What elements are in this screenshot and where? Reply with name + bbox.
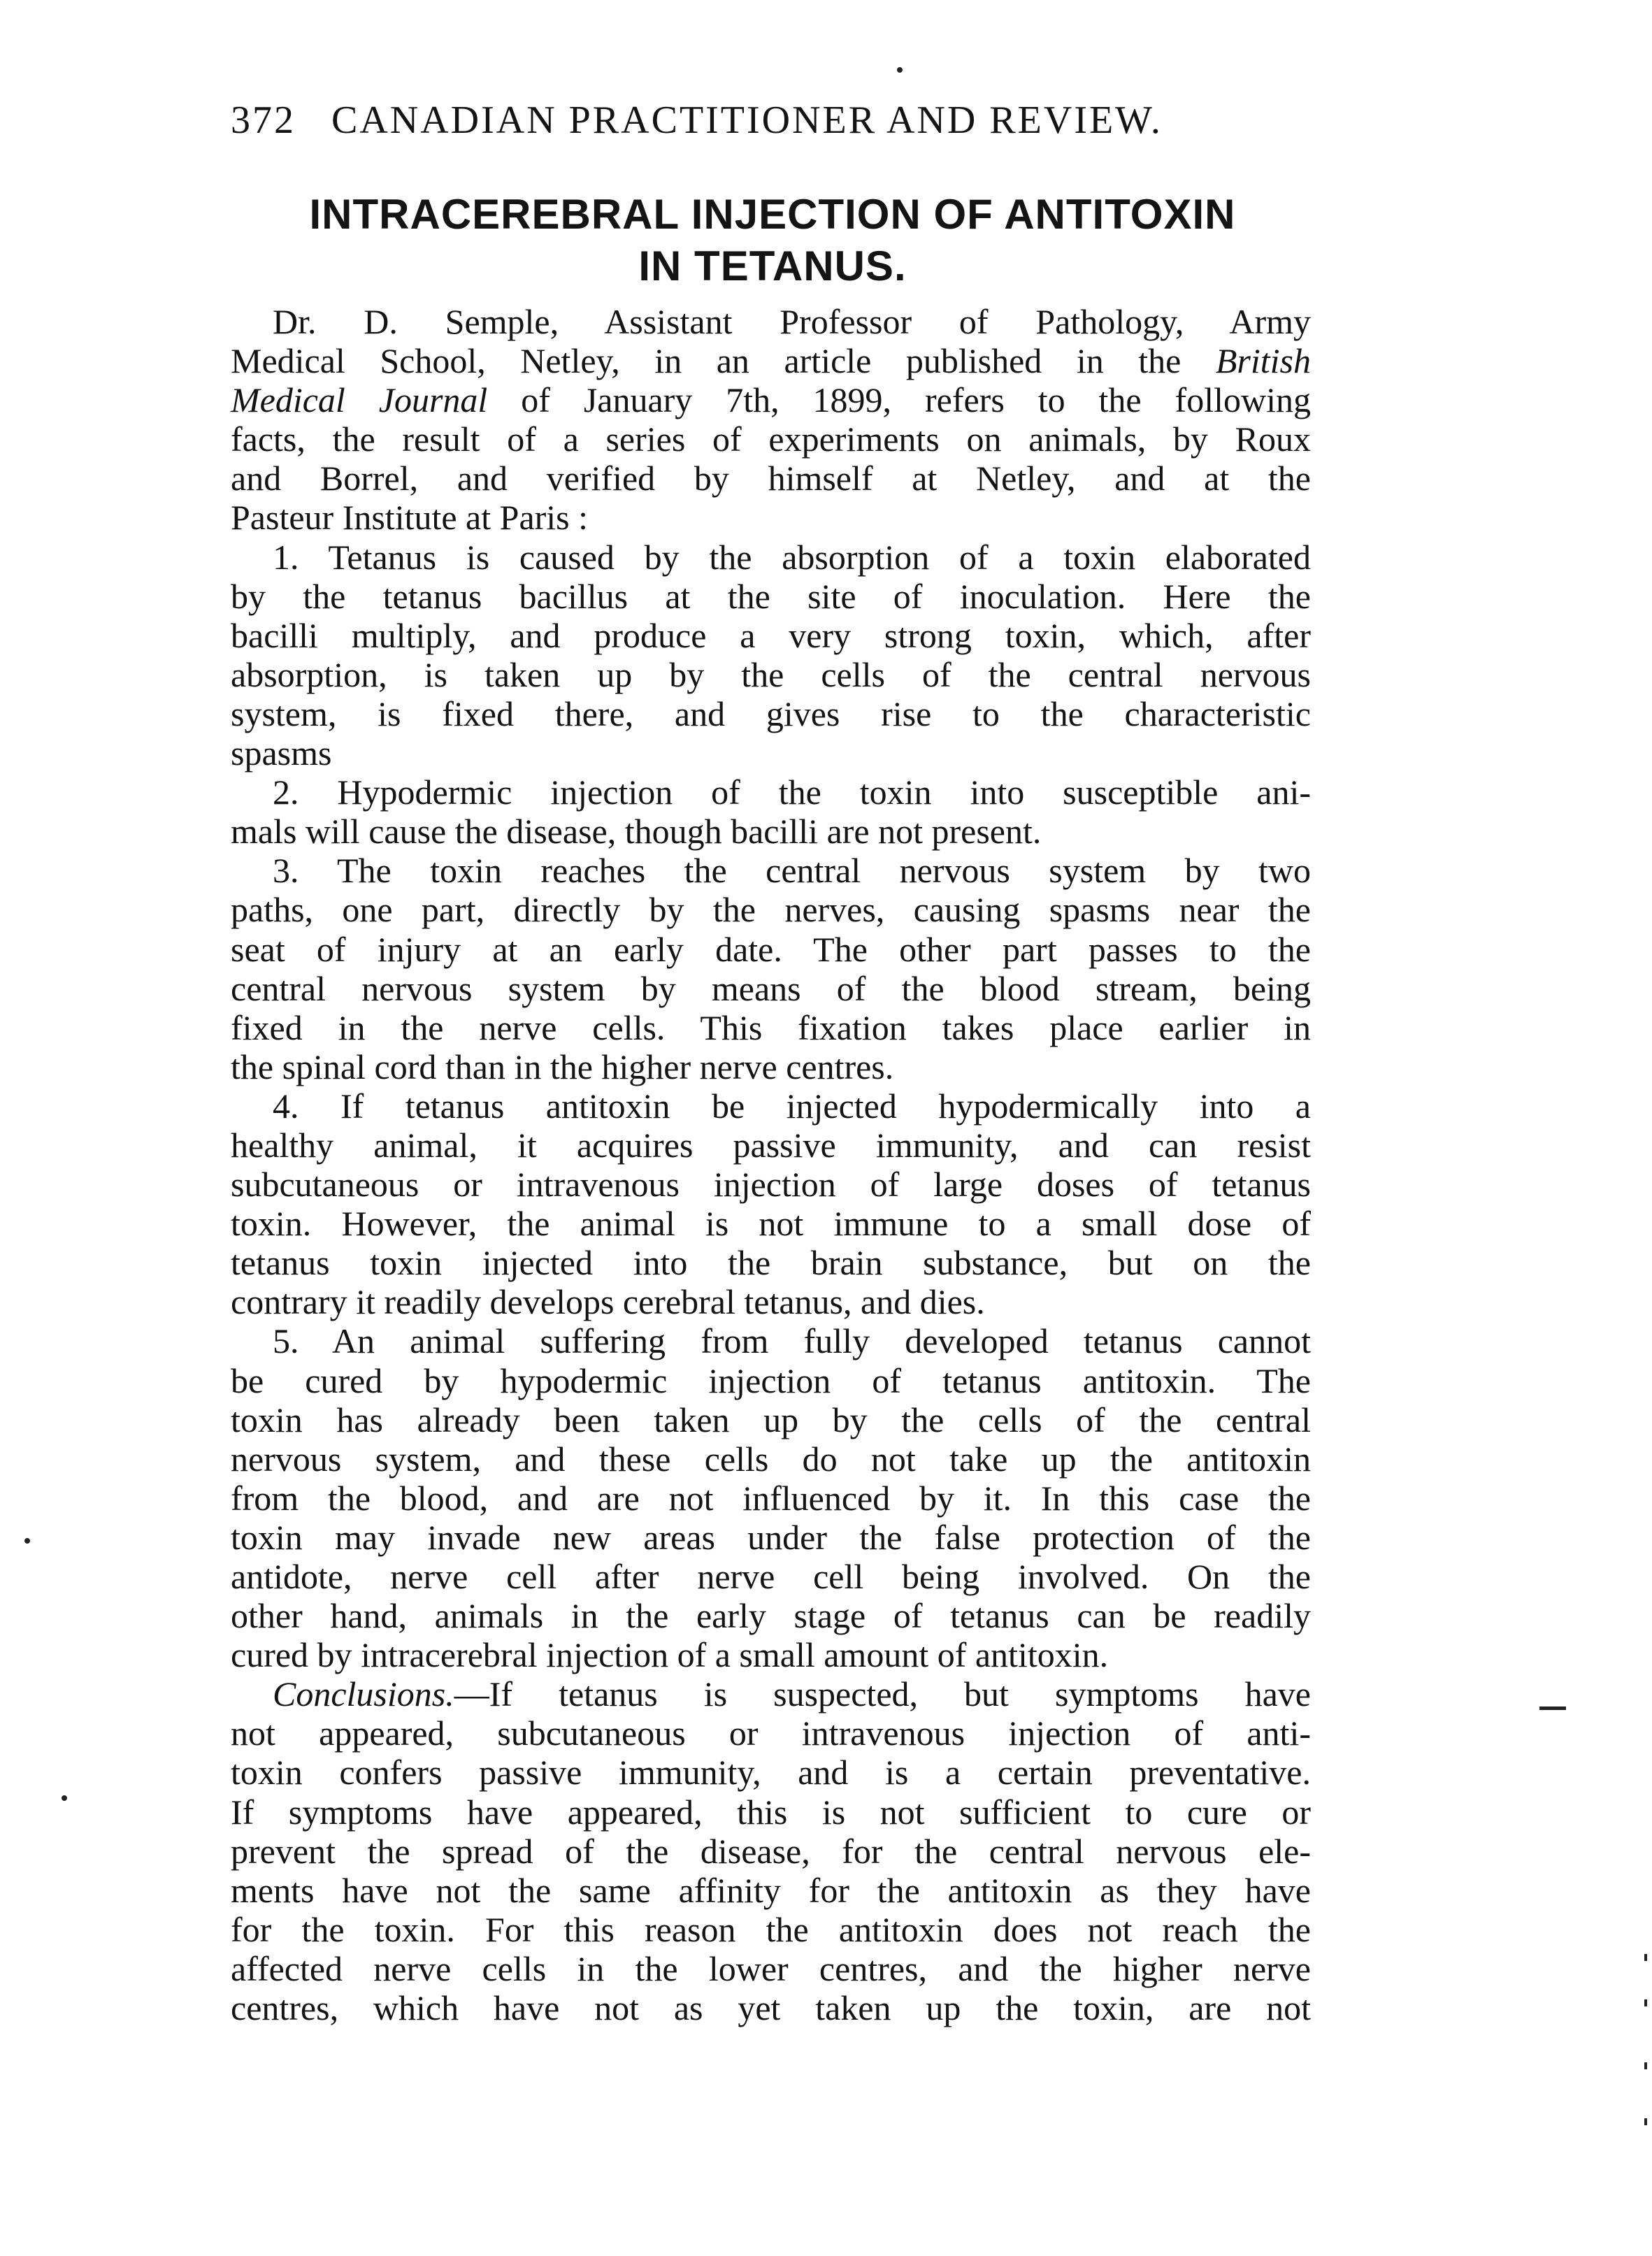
text-line — [231, 380, 1311, 419]
scan-speck — [24, 1538, 30, 1544]
text-line: affected nerve cells in the lower centres, and the higher nerve — [231, 1948, 1311, 1988]
scan-speck — [1644, 2062, 1647, 2069]
text-line: prevent the spread of the disease, for the central nervous ele- — [231, 1831, 1311, 1871]
scan-speck — [1644, 2118, 1647, 2125]
scan-speck — [897, 67, 903, 73]
text-line: spasms — [231, 733, 332, 773]
text-line: 5. An animal suffering from fully developed tetanus cannot — [273, 1321, 1311, 1361]
text-line: healthy animal, it acquires passive immunity, and can resist — [231, 1125, 1311, 1165]
text-line: toxin may invade new areas under the false protection of the — [231, 1517, 1311, 1557]
text-line — [231, 341, 1311, 380]
text-line: Dr. D. Semple, Assistant Professor of Pathology, Army — [273, 302, 1311, 341]
text-line: be cured by hypodermic injection of tetanus antitoxin. The — [231, 1360, 1311, 1400]
text-line: cured by intracerebral injection of a small amount of antitoxin. — [231, 1635, 1109, 1675]
italic-word: British — [1215, 341, 1312, 381]
text-line: seat of injury at an early date. The other part passes to the — [231, 929, 1311, 969]
text-line: centres, which have not as yet taken up the toxin, are not — [231, 1988, 1311, 2028]
text-line: ments have not the same affinity for the antitoxin as they have — [231, 1870, 1311, 1910]
text-line: absorption, is taken up by the cells of the central nervous — [231, 654, 1311, 694]
text-line: nervous system, and these cells do not take up the antitoxin — [231, 1439, 1311, 1479]
article-title-line-2: IN TETANUS. — [638, 243, 907, 289]
text-line: 1. Tetanus is caused by the absorption of a toxin elaborated — [273, 537, 1311, 577]
text-line — [231, 1674, 1311, 1713]
article-title-line-1: INTRACEREBRAL INJECTION OF ANTITOXIN — [309, 191, 1236, 238]
text-line-part: of January 7th, 1899, refers to the following — [521, 380, 1311, 420]
text-line: system, is fixed there, and gives rise to the characteristic — [231, 694, 1311, 733]
text-line: If symptoms have appeared, this is not sufficient to cure or — [231, 1792, 1311, 1832]
scan-speck — [1644, 1999, 1647, 2006]
text-line: 2. Hypodermic injection of the toxin into susceptible ani- — [273, 773, 1311, 812]
text-line: for the toxin. For this reason the antitoxin does not reach the — [231, 1909, 1311, 1949]
text-line: fixed in the nerve cells. This fixation takes place earlier in — [231, 1007, 1311, 1047]
text-line: not appeared, subcutaneous or intravenous injection of anti- — [231, 1713, 1311, 1753]
text-line: Pasteur Institute at Paris : — [231, 498, 589, 538]
running-title: CANADIAN PRACTITIONER AND REVIEW. — [331, 99, 1163, 142]
scan-speck — [62, 1795, 67, 1801]
scan-speck — [1539, 1707, 1566, 1710]
text-line: contrary it readily develops cerebral tetanus, and dies. — [231, 1282, 985, 1322]
text-line: mals will cause the disease, though bacilli are not present. — [231, 812, 1042, 852]
scan-speck — [1644, 1954, 1647, 1961]
text-line: 3. The toxin reaches the central nervous system by two — [273, 851, 1311, 891]
text-line: the spinal cord than in the higher nerve centres. — [231, 1047, 894, 1086]
text-line: subcutaneous or intravenous injection of large doses of tetanus — [231, 1165, 1311, 1205]
text-line: toxin. However, the animal is not immune to a small dose of — [231, 1204, 1311, 1244]
article-title — [231, 189, 1314, 292]
text-line: toxin confers passive immunity, and is a certain preventative. — [231, 1753, 1311, 1792]
text-line: facts, the result of a series of experiments on animals, by Roux — [231, 419, 1311, 459]
text-line: bacilli multiply, and produce a very strong toxin, which, after — [231, 615, 1311, 655]
article-body — [231, 302, 1311, 2027]
text-line: other hand, animals in the early stage of tetanus can be readily — [231, 1596, 1311, 1636]
text-line: toxin has already been taken up by the cells of the central — [231, 1400, 1311, 1439]
text-line: 4. If tetanus antitoxin be injected hypodermically into a — [273, 1086, 1311, 1126]
text-line: tetanus toxin injected into the brain substance, but on the — [231, 1243, 1311, 1283]
text-line: by the tetanus bacillus at the site of inoculation. Here the — [231, 576, 1311, 616]
text-line-part: —If tetanus is suspected, but symptoms have — [454, 1674, 1311, 1714]
text-line: antidote, nerve cell after nerve cell being involved. On the — [231, 1557, 1311, 1596]
page-number: 372 — [231, 99, 296, 142]
text-line-part: Medical School, Netley, in an article published in the — [231, 341, 1181, 381]
italic-heading-conclusions: Conclusions. — [273, 1674, 454, 1714]
text-line: and Borrel, and verified by himself at Netley, and at the — [231, 459, 1311, 498]
running-header — [231, 98, 1293, 143]
text-line: paths, one part, directly by the nerves, causing spasms near the — [231, 890, 1311, 930]
italic-journal-name: Medical Journal — [231, 380, 488, 420]
text-line: central nervous system by means of the blood stream, being — [231, 968, 1311, 1008]
text-line: from the blood, and are not influenced by it. In this case the — [231, 1478, 1311, 1518]
